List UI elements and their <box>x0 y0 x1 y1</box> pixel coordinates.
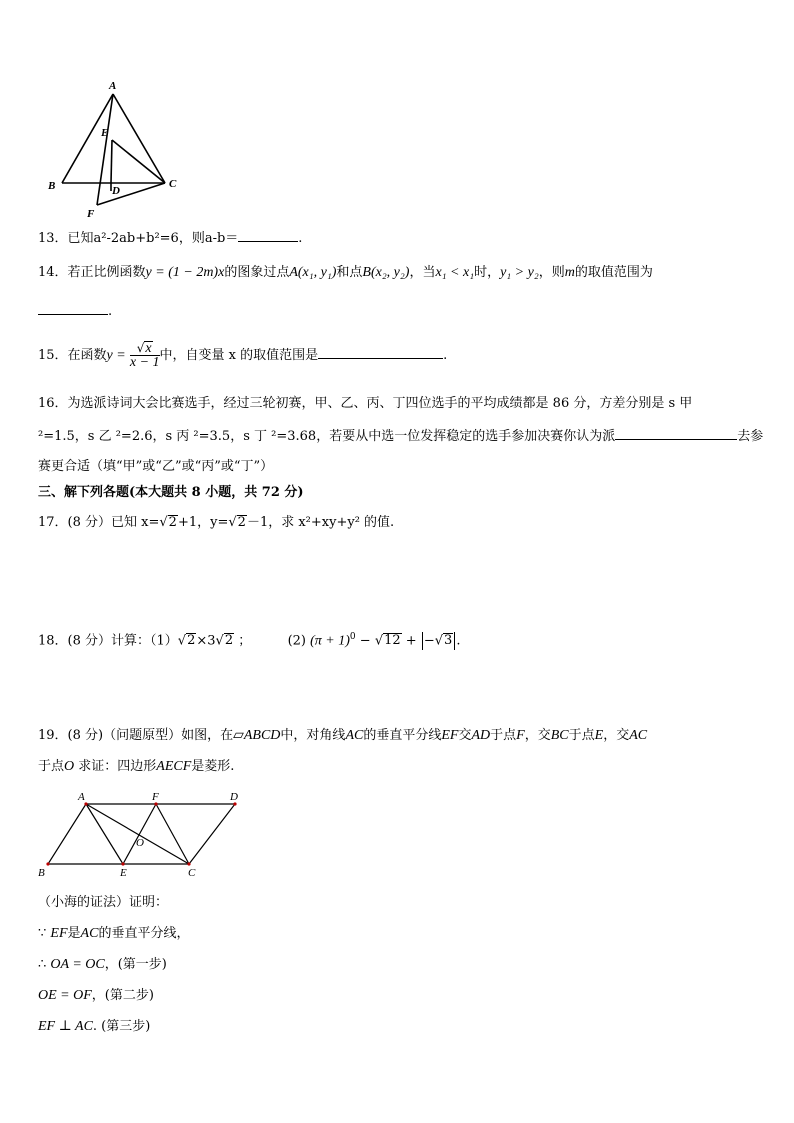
q17-text: 17．(8 分）已知 x= <box>38 515 160 530</box>
q19-math: AD <box>471 728 491 743</box>
q14-point-a: A(x₁, y₁) <box>289 265 337 280</box>
q19-math: EF <box>441 728 459 743</box>
section-3-title: 三、解下列各题(本大题共 8 小题，共 72 分) <box>38 485 304 500</box>
question-17: 17．(8 分）已知 x=√2+1，y=√2－1，求 x²+xy+y² 的值. <box>38 515 395 530</box>
q14-end: . <box>108 304 113 319</box>
q16-text: 去参 <box>737 429 764 444</box>
proof-step-0 <box>38 926 189 942</box>
question-16-line3: 赛更合适（填“甲”或“乙”或“丙”或“丁”） <box>38 459 274 474</box>
question-19-line2 <box>38 759 234 775</box>
parallelogram-figure <box>34 788 254 880</box>
q14-cond1: x₁ < x₁ <box>435 265 475 280</box>
q14-point-b: B(x₂, y₂) <box>362 265 410 280</box>
label-c: C <box>169 178 177 190</box>
q15-lhs: y = <box>106 348 126 363</box>
q19-text: ，交 <box>524 728 551 743</box>
q14-formula: y = (1 − 2m)x <box>145 265 225 280</box>
q13-answer-blank[interactable] <box>238 229 298 242</box>
q14-prefix: 14．若正比例函数 <box>38 265 146 280</box>
question-19-line1 <box>38 728 647 744</box>
q19-math: O <box>64 759 75 774</box>
q14-text: ，则 <box>538 265 565 280</box>
proof-math: AC <box>80 926 99 941</box>
label-b: B <box>48 180 56 192</box>
q14-text: ，当 <box>409 265 436 280</box>
q19-text: 19．(8 分)（问题原型）如图，在 <box>38 728 234 743</box>
question-14 <box>38 265 653 281</box>
label-a: A <box>78 791 85 803</box>
label-e: E <box>101 127 109 139</box>
label-e: E <box>120 867 127 879</box>
q18-part2: (2) <box>287 633 306 649</box>
q18-sqrt: 2 <box>187 633 196 649</box>
label-f: F <box>152 791 159 803</box>
q15-numerator: x <box>145 341 152 356</box>
q15-end: . <box>443 348 448 363</box>
triangle-figure <box>45 78 195 223</box>
question-18: 18．(8 分）计算：（1）√2×3√2 ； (2) $(\pi + 1)^0 - √12 + -√3$ . <box>38 632 461 649</box>
proof-step-2 <box>38 988 154 1004</box>
q14-answer-line <box>38 302 112 320</box>
q19-text: 于点 <box>38 759 65 774</box>
q17-text: +1，y= <box>177 515 229 530</box>
q19-text: 的垂直平分线 <box>363 728 442 743</box>
q17-sqrt: 2 <box>237 515 246 530</box>
question-16-line2 <box>38 427 763 445</box>
q15-denominator: x − 1 <box>129 355 160 370</box>
q18-sqrt: 12 <box>384 633 401 649</box>
q14-cond2: y₁ > y₂ <box>500 265 539 280</box>
q14-answer-blank[interactable] <box>38 302 108 315</box>
q19-math: ▱ABCD <box>233 728 281 743</box>
proof-text: . (第三步) <box>92 1019 151 1034</box>
proof-math: EF <box>50 926 68 941</box>
proof-step-1 <box>38 957 167 973</box>
q19-text: 是菱形. <box>191 759 235 774</box>
q19-text: 于点 <box>490 728 517 743</box>
proof-text: ，(第一步) <box>104 957 167 972</box>
label-o: O <box>136 837 144 849</box>
q13-text: 13．已知a²-2ab+b²=6，则a-b＝ <box>38 231 239 246</box>
q19-math: E <box>594 728 604 743</box>
q19-text: 交 <box>458 728 472 743</box>
therefore-symbol: ∴ <box>38 957 47 972</box>
proof-title: （小海的证法）证明： <box>38 895 169 910</box>
because-symbol: ∵ <box>38 926 47 941</box>
q15-text: 中，自变量 x 的取值范围是 <box>159 348 319 363</box>
q14-var: m <box>564 265 575 280</box>
proof-text: 是 <box>67 926 81 941</box>
proof-math: OA = OC <box>50 957 105 972</box>
q18-times: ×3 <box>196 633 216 649</box>
q16-text: ²=1.5，s 乙 ²=2.6，s 丙 ²=3.5，s 丁 ²=3.68，若要从中选一位发挥稳定的选手参加决赛你认为派 <box>38 429 616 444</box>
label-f: F <box>87 208 95 220</box>
q14-text: 的图象过点 <box>224 265 290 280</box>
q18-minus: − <box>355 633 375 649</box>
q19-text: 求证：四边形 <box>78 759 157 774</box>
proof-math: OE = OF <box>38 988 92 1003</box>
label-a: A <box>109 80 117 92</box>
q18-plus: + <box>401 633 421 649</box>
q17-sqrt: 2 <box>168 515 177 530</box>
label-d: D <box>112 185 120 197</box>
proof-step-3 <box>38 1019 150 1035</box>
q19-text: 中，对角线 <box>280 728 346 743</box>
question-16-line1: 16．为选派诗词大会比赛选手，经过三轮初赛，甲、乙、丙、丁四位选手的平均成绩都是 86 分，方差分别是 s 甲 <box>38 396 693 411</box>
label-b: B <box>38 867 45 879</box>
q19-math: AC <box>629 728 648 743</box>
q17-text: －1，求 x²+xy+y² 的值. <box>246 515 395 530</box>
q14-text: 和点 <box>336 265 363 280</box>
q18-expr: (π + 1) <box>310 633 350 649</box>
question-15 <box>38 338 447 374</box>
q19-math: AECF <box>156 759 192 774</box>
q18-sqrt: 2 <box>224 633 234 649</box>
q18-end: . <box>456 633 461 649</box>
q19-math: AC <box>345 728 364 743</box>
q14-text: 时， <box>474 265 501 280</box>
proof-text: 的垂直平分线， <box>98 926 190 941</box>
label-c: C <box>188 867 196 879</box>
q19-math: F <box>516 728 525 743</box>
q16-answer-blank[interactable] <box>615 427 737 440</box>
q19-math: BC <box>550 728 569 743</box>
q18-prefix: 18．(8 分）计算：（1） <box>38 633 178 649</box>
abs-bar-left <box>422 632 423 650</box>
q13-end: . <box>298 231 303 246</box>
q15-prefix: 15．在函数 <box>38 348 107 363</box>
q19-text: 于点 <box>568 728 595 743</box>
proof-math: EF ⊥ AC <box>38 1019 93 1034</box>
q18-semi: ； <box>238 633 252 649</box>
q14-text: 的取值范围为 <box>574 265 653 280</box>
q18-sqrt: 3 <box>444 633 453 649</box>
q18-exponent: 0 <box>349 632 356 642</box>
q15-answer-blank[interactable] <box>318 346 443 359</box>
q19-text: ，交 <box>603 728 630 743</box>
label-d: D <box>230 791 238 803</box>
question-13 <box>38 229 302 247</box>
proof-text: ，(第二步) <box>91 988 154 1003</box>
q15-fraction: $\frac{√x}{x - 1}$ <box>129 341 160 370</box>
q18-neg: − <box>423 633 435 649</box>
